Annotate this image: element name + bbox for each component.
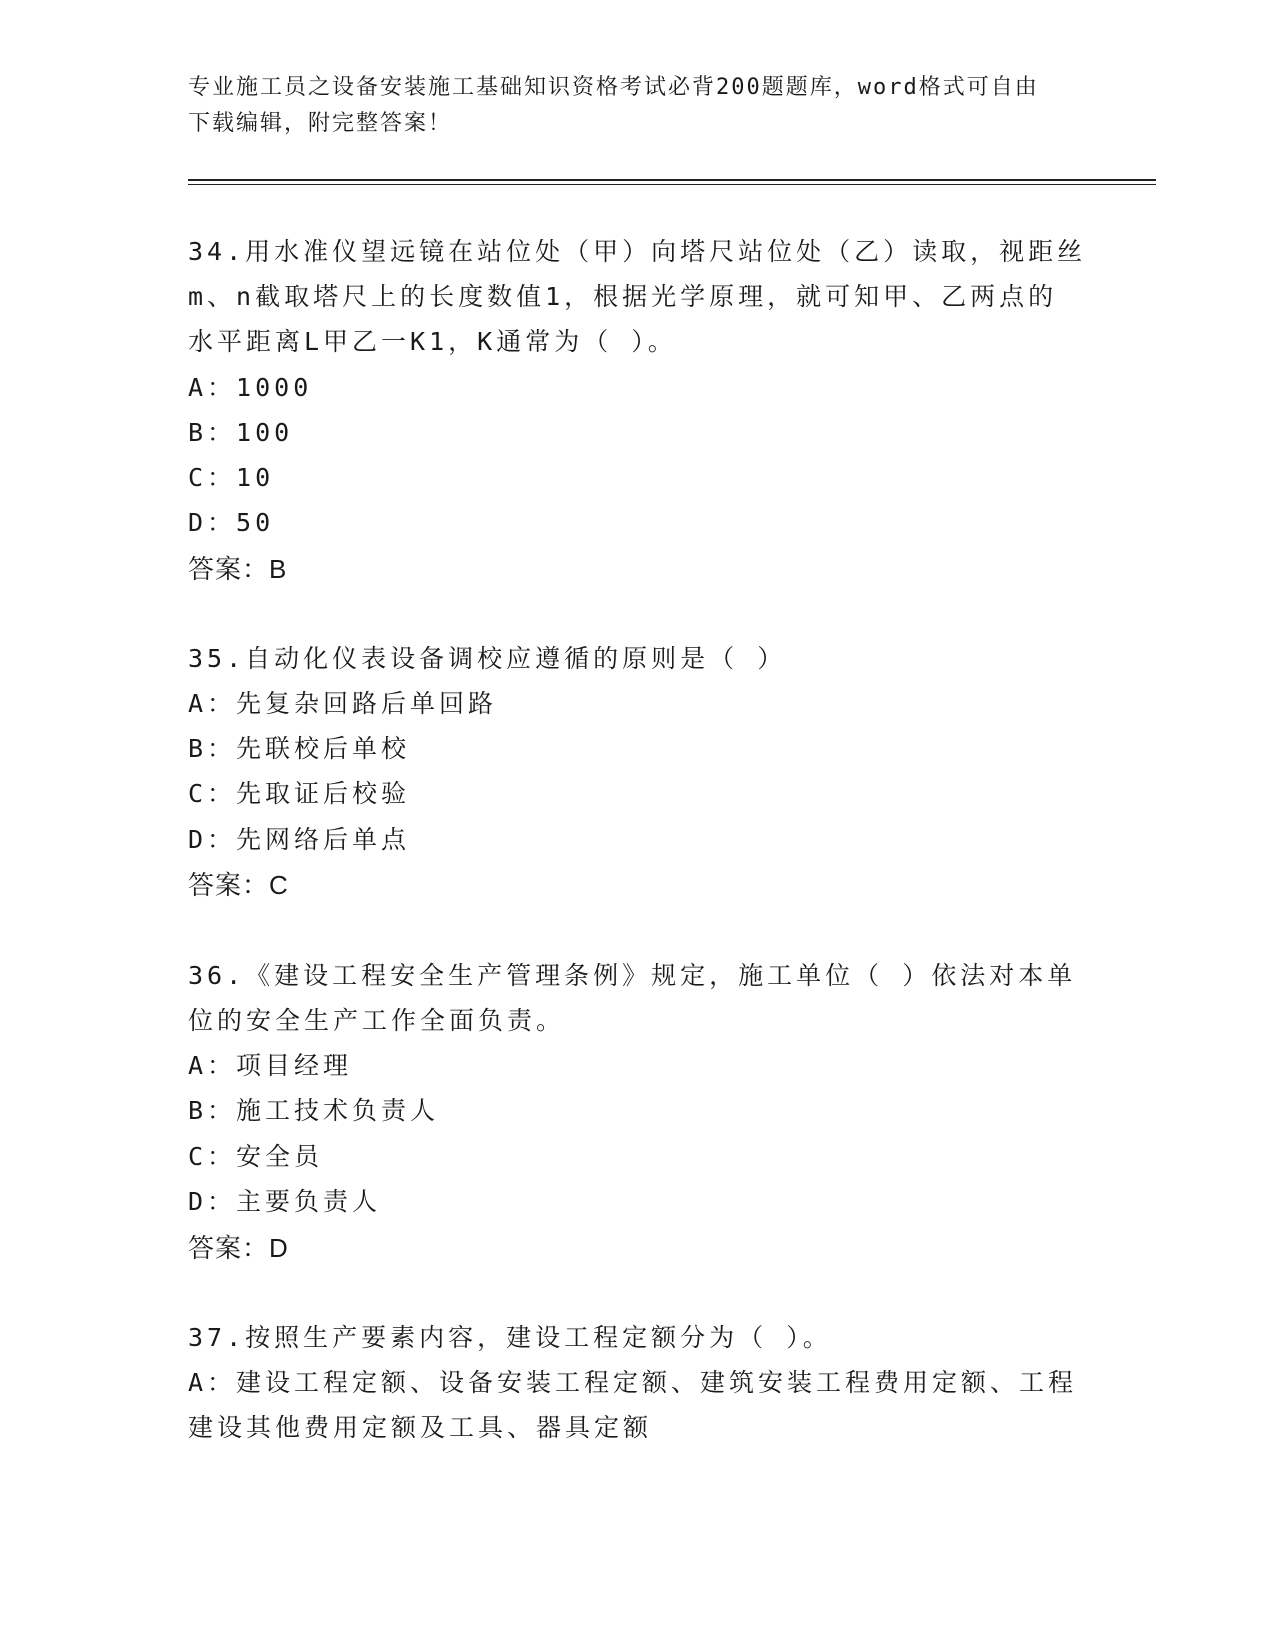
question-34-option-b: B：100	[188, 418, 294, 447]
question-35-option-d: D：先网络后单点	[188, 825, 411, 854]
question-35-option-c: C：先取证后校验	[188, 779, 411, 808]
question-36-answer: 答案：D	[188, 1233, 289, 1263]
question-36-option-b: B：施工技术负责人	[188, 1096, 440, 1125]
header-line-1: 专业施工员之设备安装施工基础知识资格考试必背200题题库，word格式可自由	[188, 75, 1039, 100]
question-34-answer: 答案：B	[188, 554, 288, 584]
question-36-stem-line-1: 36.《建设工程安全生产管理条例》规定，施工单位（ ）依法对本单	[188, 961, 1077, 990]
header-line-2: 下载编辑，附完整答案！	[188, 111, 453, 136]
question-36-option-c: C：安全员	[188, 1142, 324, 1171]
question-34-stem-line-2: m、n截取塔尺上的长度数值1，根据光学原理，就可知甲、乙两点的	[188, 282, 1058, 311]
question-35-option-b: B：先联校后单校	[188, 734, 411, 763]
question-36-stem-line-2: 位的安全生产工作全面负责。	[188, 1006, 566, 1035]
question-34-option-c: C：10	[188, 463, 275, 492]
question-34-option-d: D：50	[188, 508, 275, 537]
question-36-option-d: D：主要负责人	[188, 1187, 382, 1216]
header-divider	[188, 179, 1156, 181]
question-37-option-a-line-2: 建设其他费用定额及工具、器具定额	[188, 1413, 653, 1442]
document-header	[188, 70, 1068, 142]
question-34-stem-line-3: 水平距离L甲乙一K1，K通常为（ ）。	[188, 327, 677, 356]
question-35-stem-line-1: 35.自动化仪表设备调校应遵循的原则是（ ）	[188, 644, 787, 673]
question-34-option-a: A：1000	[188, 373, 313, 402]
question-35-answer: 答案：C	[188, 870, 289, 900]
question-37-stem-line-1: 37.按照生产要素内容，建设工程定额分为（ ）。	[188, 1323, 832, 1352]
question-36-option-a: A：项目经理	[188, 1051, 353, 1080]
question-37-option-a-line-1: A：建设工程定额、设备安装工程定额、建筑安装工程费用定额、工程	[188, 1368, 1078, 1397]
header-divider-thin	[188, 184, 1156, 185]
question-35-option-a: A：先复杂回路后单回路	[188, 689, 498, 718]
question-34-stem-line-1: 34.用水准仪望远镜在站位处（甲）向塔尺站位处（乙）读取，视距丝	[188, 237, 1087, 266]
